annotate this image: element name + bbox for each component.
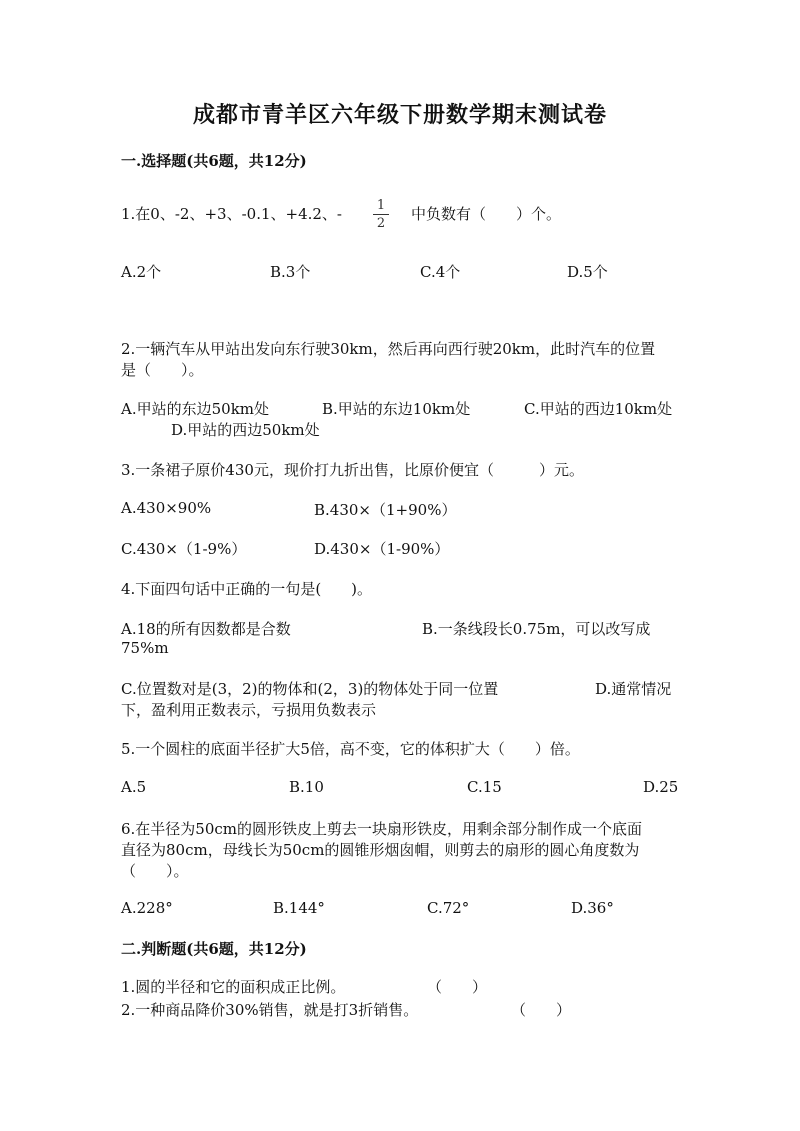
question-1-option-d: D.5个: [567, 263, 608, 281]
question-4-stem: 4.下面四句话中正确的一句是( )。: [121, 580, 373, 598]
question-3-option-a: A.430×90%: [121, 499, 212, 517]
question-6-stem-line-1: 6.在半径为50cm的圆形铁皮上剪去一块扇形铁皮，用剩余部分制作成一个底面: [121, 820, 643, 838]
section-heading-judgment: 二.判断题(共6题，共12分): [121, 940, 307, 958]
question-1-stem-after: 中负数有（ ）个。: [411, 205, 562, 223]
question-3-option-d: D.430×（1-90%）: [314, 540, 450, 558]
question-1-option-b: B.3个: [270, 263, 311, 281]
question-4-option-d-line-2: 下，盈利用正数表示，亏损用负数表示: [121, 701, 377, 719]
question-3-stem: 3.一条裙子原价430元，现价打九折出售，比原价便宜（ ）元。: [121, 461, 584, 479]
question-5-option-a: A.5: [121, 778, 147, 796]
question-4-option-b-line-2: 75%m: [121, 639, 169, 657]
question-2-option-c: C.甲站的西边10km处: [524, 400, 673, 418]
question-4-option-a: A.18的所有因数都是合数: [121, 620, 291, 638]
judgment-item-2: 2.一种商品降价30%销售，就是打3折销售。: [121, 1001, 419, 1019]
question-2-stem-line-1: 2.一辆汽车从甲站出发向东行驶30km，然后再向西行驶20km，此时汽车的位置: [121, 340, 656, 358]
question-6-option-c: C.72°: [427, 899, 470, 917]
question-6-stem-line-3: （ ）。: [121, 862, 189, 880]
question-1-stem-before: 1.在0、-2、+3、-0.1、+4.2、-: [121, 205, 342, 223]
fraction-denominator: 2: [376, 216, 386, 231]
question-6-option-a: A.228°: [121, 899, 173, 917]
question-2-stem-line-2: 是（ ）。: [121, 361, 204, 379]
question-4-option-c: C.位置数对是(3，2)的物体和(2，3)的物体处于同一位置: [121, 680, 499, 698]
question-1-option-a: A.2个: [121, 263, 162, 281]
fraction-one-half: [371, 198, 391, 231]
question-6-option-b: B.144°: [273, 899, 325, 917]
question-2-option-d: D.甲站的西边50km处: [171, 421, 320, 439]
question-5-option-b: B.10: [289, 778, 324, 796]
fraction-bar: [373, 214, 389, 215]
question-5-option-c: C.15: [467, 778, 502, 796]
judgment-item-1: 1.圆的半径和它的面积成正比例。: [121, 978, 346, 996]
question-2-option-b: B.甲站的东边10km处: [322, 400, 471, 418]
question-5-option-d: D.25: [643, 778, 679, 796]
exam-title: 成都市青羊区六年级下册数学期末测试卷: [192, 102, 607, 128]
question-2-option-a: A.甲站的东边50km处: [121, 400, 270, 418]
question-1-stem: [121, 203, 342, 224]
judgment-item-1-blank: （ ）: [427, 978, 488, 996]
question-1-option-c: C.4个: [420, 263, 461, 281]
judgment-item-2-blank: （ ）: [511, 1001, 572, 1019]
question-6-stem-line-2: 直径为80cm，母线长为50cm的圆锥形烟囱帽，则剪去的扇形的圆心角度数为: [121, 841, 640, 859]
question-3-option-c: C.430×（1-9%）: [121, 540, 247, 558]
question-5-stem: 5.一个圆柱的底面半径扩大5倍，高不变，它的体积扩大（ ）倍。: [121, 740, 580, 758]
section-heading-choice: 一.选择题(共6题，共12分): [121, 152, 307, 170]
question-6-option-d: D.36°: [571, 899, 614, 917]
question-3-option-b: B.430×（1+90%）: [314, 501, 457, 519]
question-4-option-d-line-1: D.通常情况: [595, 680, 672, 698]
fraction-numerator: 1: [376, 198, 386, 213]
question-4-option-b-line-1: B.一条线段长0.75m，可以改写成: [422, 620, 651, 638]
